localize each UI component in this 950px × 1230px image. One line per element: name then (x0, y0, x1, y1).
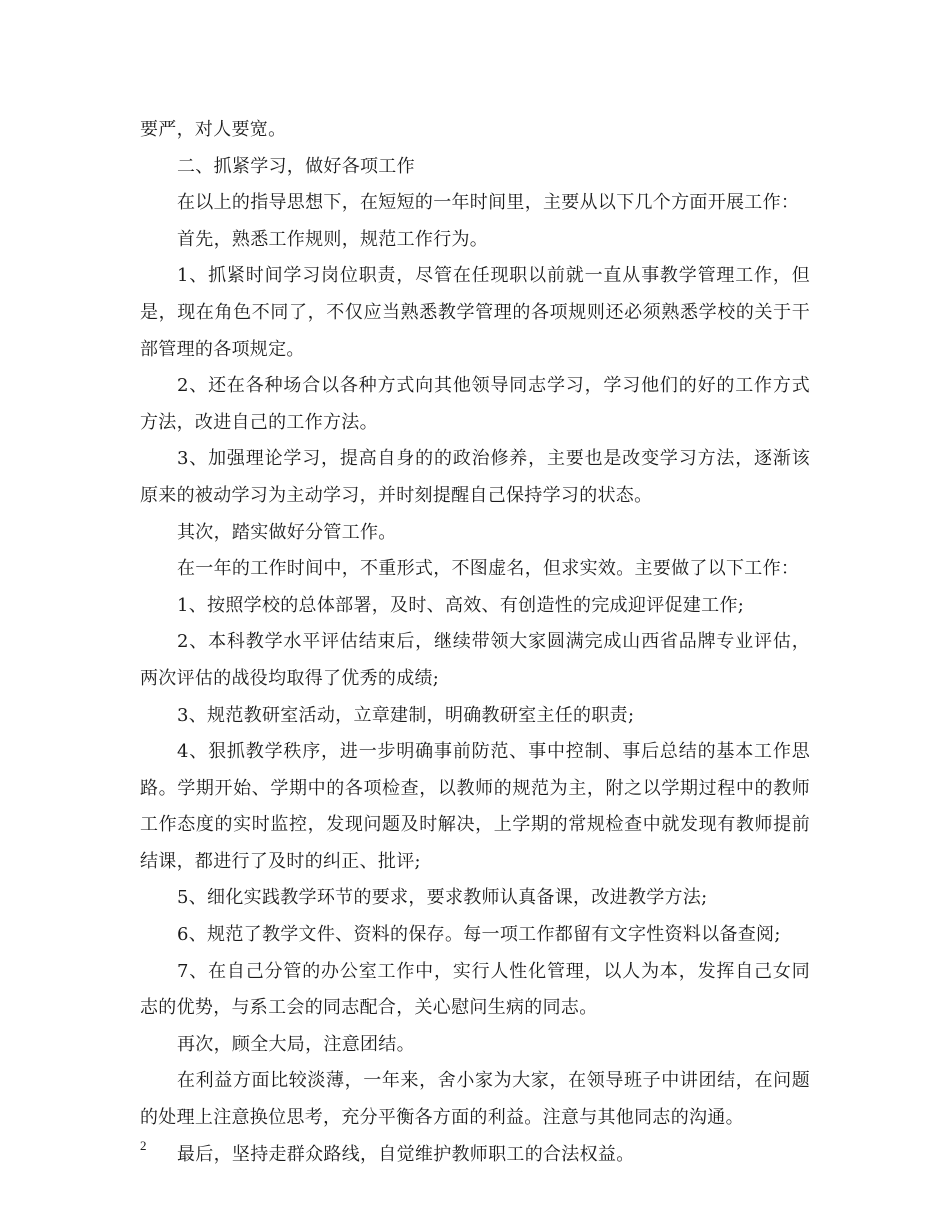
list-item: 3、加强理论学习，提高自身的的政治修养，主要也是改变学习方法，逐渐该原来的被动学习为主动学习，并时刻提醒自己保持学习的状态。 (140, 448, 810, 506)
subheading: 其次，踏实做好分管工作。 (177, 521, 397, 543)
page-number: 2 (140, 1138, 147, 1153)
list-item: 2、还在各种场合以各种方式向其他领导同志学习，学习他们的好的工作方式方法，改进自己的工作方法。 (140, 375, 810, 433)
subheading: 再次，顾全大局，注意团结。 (177, 1033, 415, 1055)
list-item: 7、在自己分管的办公室工作中，实行人性化管理，以人为本，发挥自己女同志的优势，与系工会的同志配合，关心慰问生病的同志。 (140, 960, 810, 1019)
subheading: 最后，坚持走群众路线，自觉维护教师职工的合法权益。 (177, 1143, 635, 1165)
paragraph: 在利益方面比较淡薄，一年来，舍小家为大家，在领导班子中讲团结，在问题的处理上注意换位思考，充分平衡各方面的利益。注意与其他同志的沟通。 (140, 1070, 810, 1129)
list-item: 2、本科教学水平评估结束后，继续带领大家圆满完成山西省品牌专业评估，两次评估的战役均取得了优秀的成绩; (140, 631, 810, 689)
paragraph: 要严，对人要宽。 (140, 119, 287, 140)
list-item: 3、规范教研室活动，立章建制，明确教研室主任的职责; (177, 704, 635, 726)
paragraph: 在一年的工作时间中，不重形式，不图虚名，但求实效。主要做了以下工作： (177, 558, 800, 580)
list-item: 4、狠抓教学秩序，进一步明确事前防范、事中控制、事后总结的基本工作思路。学期开始、学期中的各项检查，以教师的规范为主，附之以学期过程中的教师工作态度的实时监控，发现问题及时解决，上学期的常规检查中就发现有教师提前结课，都进行了及时的纠正、批评; (140, 741, 810, 872)
paragraph: 在以上的指导思想下，在短短的一年时间里，主要从以下几个方面开展工作： (177, 192, 800, 214)
subheading: 首先，熟悉工作规则，规范工作行为。 (177, 228, 489, 250)
document-body (140, 112, 810, 1173)
list-item: 6、规范了教学文件、资料的保存。每一项工作都留有文字性资料以备查阅; (177, 924, 781, 946)
section-heading: 二、抓紧学习，做好各项工作 (177, 155, 415, 177)
list-item: 1、抓紧时间学习岗位职责，尽管在任现职以前就一直从事教学管理工作，但是，现在角色不同了，不仅应当熟悉教学管理的各项规则还必须熟悉学校的关于干部管理的各项规定。 (140, 265, 810, 360)
list-item: 1、按照学校的总体部署，及时、高效、有创造性的完成迎评促建工作; (177, 594, 745, 616)
list-item: 5、细化实践教学环节的要求，要求教师认真备课，改进教学方法; (177, 887, 708, 909)
